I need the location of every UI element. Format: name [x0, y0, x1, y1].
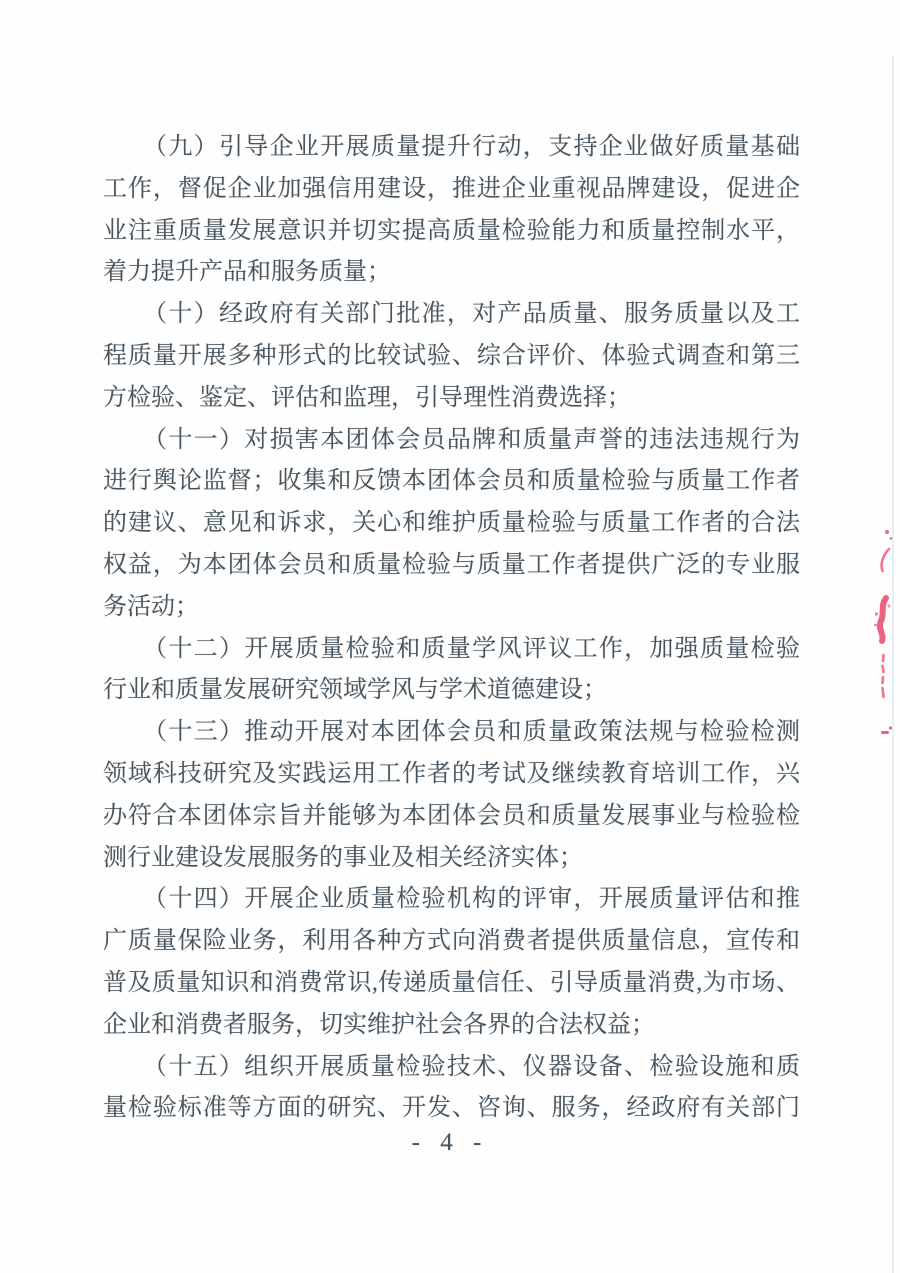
stamp-fragment — [883, 655, 884, 697]
text-line: 测行业建设发展服务的事业及相关经济实体； — [103, 844, 583, 871]
scan-edge-line — [892, 55, 894, 1273]
text-line: （十一）对损害本团体会员品牌和质量声誉的违法违规行为 — [143, 426, 800, 453]
text-line: （十五）组织开展质量检验技术、仪器设备、检验设施和质 — [143, 1053, 800, 1080]
text-line: 普及质量知识和消费常识,传递质量信任、引导质量消费,为市场、 — [103, 969, 800, 996]
text-line: 着力提升产品和服务质量； — [103, 259, 391, 286]
text-line: 行业和质量发展研究领域学风与学术道德建设； — [103, 677, 607, 704]
text-line: 的建议、意见和诉求，关心和维护质量检验与质量工作者的合法 — [103, 510, 800, 537]
text-line: 务活动； — [103, 593, 199, 620]
document-body — [103, 127, 803, 1130]
text-line: 领域科技研究及实践运用工作者的考试及继续教育培训工作，兴 — [103, 760, 800, 787]
text-line: 企业和消费者服务，切实维护社会各界的合法权益； — [103, 1011, 655, 1038]
text-line: 办符合本团体宗旨并能够为本团体会员和质量发展事业与检验检 — [103, 802, 800, 829]
stamp-fragment — [874, 598, 890, 641]
text-line: （九）引导企业开展质量提升行动，支持企业做好质量基础 — [143, 134, 800, 160]
text-line: 量检验标准等方面的研究、开发、咨询、服务，经政府有关部门 — [103, 1095, 800, 1122]
text-line: 方检验、鉴定、评估和监理，引导理性消费选择； — [103, 384, 631, 411]
text-line: 权益，为本团体会员和质量检验与质量工作者提供广泛的专业服 — [103, 551, 800, 578]
text-line: 业注重质量发展意识并切实提高质量检验能力和质量控制水平， — [103, 217, 800, 244]
text-line: （十）经政府有关部门批准，对产品质量、服务质量以及工 — [143, 301, 800, 328]
text-line: 工作，督促企业加强信用建设，推进企业重视品牌建设，促进企 — [103, 175, 800, 202]
text-line: 广质量保险业务，利用各种方式向消费者提供质量信息，宣传和 — [103, 928, 800, 955]
text-line: （十三）推动开展对本团体会员和质量政策法规与检验检测 — [143, 719, 800, 746]
text-line: 进行舆论监督；收集和反馈本团体会员和质量检验与质量工作者 — [103, 468, 800, 495]
stamp-fragment — [881, 726, 892, 734]
page-number: - 4 - — [411, 1129, 489, 1156]
text-line: （十二）开展质量检验和质量学风评议工作，加强质量检验 — [143, 635, 800, 662]
red-stamp-edge-fragments — [870, 520, 900, 745]
text-line: （十四）开展企业质量检验机构的评审，开展质量评估和推 — [143, 886, 800, 913]
text-line: 程质量开展多种形式的比较试验、综合评价、体验式调查和第三 — [103, 342, 800, 369]
stamp-fragment — [882, 549, 889, 571]
